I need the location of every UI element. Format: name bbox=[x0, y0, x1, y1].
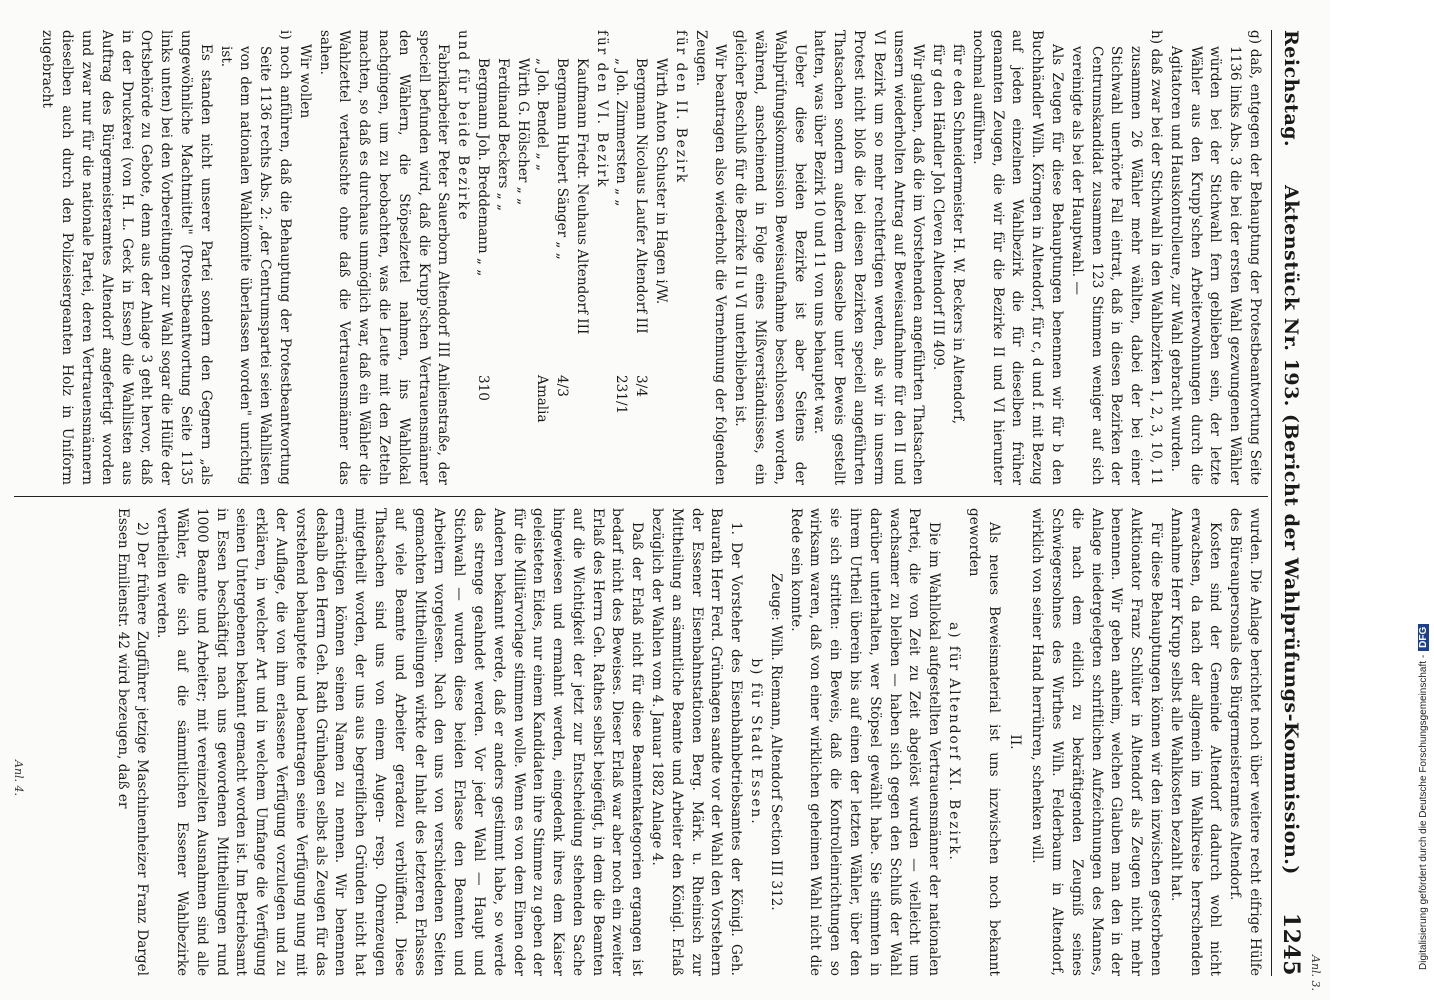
line-fuer-e: für e den Schneidermeister H. W. Beckers in Altendorf, bbox=[950, 44, 967, 425]
heading-beide-bezirke: und für beide Bezirke bbox=[455, 30, 472, 222]
page-header bbox=[1274, 30, 1308, 976]
paragraph-ueber: Ueber diese beiden Bezirke ist aber Seitens der Wahlprüfungskommission Beweisaufnahme beschlossen worden, während, anscheinend in Folge eines Mißverständnisses, ein gleicher Beschluß für die Bezirke II u VI unterblieben ist. bbox=[732, 30, 808, 485]
line-zeuge: Zeuge: Wilh. Riemann, Altendorf Section III 312. bbox=[767, 573, 784, 911]
header-left: Reichstag. bbox=[1280, 30, 1302, 148]
sidebar-credit-text: Digitalisierung gefördert durch die Deutsche Forschungsgemeinschaft - bbox=[1418, 654, 1429, 970]
heading-bezirk-ii: für den II. Bezirk bbox=[672, 30, 689, 185]
paragraph-g: g) daß, entgegen der Behauptung der Protestbeantwortung Seite 1136 links Abs. 3 die bei der ersten Wahl gezwungenen Wähler würden bei der Stichwahl fern geblieben sein, der letzte Wähler aus den Krupp'schen Arbeiterwohnungen durch die Agitatoren und Hauskontrolleure, zur Wahl gebracht wurden. bbox=[1167, 30, 1263, 485]
heading-stadt-essen: b) für Stadt Essen. bbox=[748, 658, 765, 826]
paragraph-kosten: Kosten sind der Gemeinde Altendorf dadurch wohl nicht erwachsen, da nach der allgemein im Wahlkreise herrschenden Annahme Herr Krupp selbst alle Wahlkosten bezahlt hat. bbox=[1167, 508, 1224, 976]
header-title: Aktenstück Nr. 193. (Bericht der Wahlprüfungs-Kommission.) bbox=[1280, 185, 1302, 875]
paragraph-i: i) noch anführen, daß die Behauptung der Protestbeantwortung Seite 1136 rechts Abs. 2: „der Centrumspartei seien Wahllisten von dem nationalen Wahlkomite überlassen worden" unrichtig ist. bbox=[217, 30, 293, 485]
witness-list-vi bbox=[472, 30, 591, 485]
witness-row: Bergmann Joh. Breddemann „ „ 310 bbox=[474, 58, 491, 401]
witness-row: Kaufmann Friedr. Neuhaus Altendorf III bbox=[573, 58, 590, 335]
paragraph-b1-text: Daß der Erlaß nicht für diese Beamtenkategorien ergangen ist bedarf nicht des Beweises. Dieser Erlaß war aber noch ein zweiter Erlaß des Herrn Geh. Rathes selbst beigefügt, in dem die Beamten auf die Wichtigkeit der jetzt zur Entscheidung stehenden Sache hingewiesen und ermahnt werden, eingedenk ihres dem Kaiser geleisteten Eides, nur einem Kandidaten ihre Stimme zu geben der für die Militärvorlage stimmen wolle. Wenn es von dem Einen oder Anderen bekannt werde, daß er anders gestimmt habe, so werde das strenge geahndet werden. Vor jeder Wahl — Haupt und Stichwahl — wurden diese beiden Erlasse den Beamten und Arbeitern vorgelesen. Nach den uns von verschiedenen Seiten gemachten Mittheilungen wirkte der Inhalt des letzteren Erlasses auf viele Beamte und Arbeiter geradezu verblüffend. Diese Thatsachen sind uns von einem Augen- resp. Ohrenzeugen mitgetheilt worden, der uns aus begreiflichen Gründen nicht hat ermächtigen können seinen Namen zu nennen. Wir benennen deshalb den Herrn Geh. Rath Grünhagen selbst als Zeugen für das vorstehend behauptete und beantragen seine Verfügung nung mit der Auflage, die von ihm erlassene Verfügung vorzulegen und zu erklären, in welcher Art und in welchem Umfange die Verfügung seinen Untergebenen bekannt gemacht worden ist. Im Betriebsamt in Essen beschäftigt nach uns gewordenen Mittheilungen rund 1000 Beamte und Arbeiter; mit vereinzelten Ausnahmen sind alle Wähler, die sich auf die sämmtlichen Essener Wahlbezirke vertheilen werden. bbox=[154, 508, 646, 976]
heading-altendorf-xi: a) für Altendorf XI. Bezirk. bbox=[946, 622, 963, 862]
column-divider bbox=[14, 496, 1268, 497]
paragraph-fuer-diese: Für diese Behauptungen können wir den inzwischen gestorbenen Auktionator Franz Schlüter in Altendorf als Zeugen nicht mehr benennen. Wir geben anheim, welchen Glauben man den in der Anlage niedergelegten schriftlichen Aufzeichnungen des Mannes, die nach dem eidlich zu bekräftigenden Zeugniß seines Schwiegersohnes des Wirthes Wilh. Felderbaum in Altendorf, wirklich von seiner Hand herrühren, schenken will. bbox=[1029, 508, 1165, 976]
paragraph-h: h) daß zwar bei der Stichwahl in den Wahlbezirken 1, 2, 3, 10, 11 zusammen 26 Wähler mehr wählten, dabei der bei einer Stichwahl unerhörte Fall eintrat, daß in diesen Bezirken der Centrumskandidat zusammen 123 Stimmen weniger auf sich vereinigte als bei der Hauptwahl. — bbox=[1068, 30, 1165, 485]
line-wollen: Wir wollen bbox=[296, 44, 313, 119]
dfg-logo: DFG bbox=[1418, 624, 1429, 651]
witness-row: „ Joh. Zimmersten „ „ 231/1 bbox=[613, 58, 630, 415]
witness-row: Bergmann Hubert Sänger „ „ 4/3 bbox=[554, 58, 571, 397]
page-number: 1245 bbox=[1278, 912, 1304, 976]
margin-note-anl4: Anl. 4. bbox=[12, 760, 25, 797]
right-column bbox=[14, 508, 1264, 976]
header-rule bbox=[1271, 30, 1272, 976]
witness-row: Wirth Anton Schuster in Hagen i/W. bbox=[653, 58, 670, 305]
paragraph-zeugen: Als Zeugen für diese Behauptungen benennen wir für b den Buchhändler Wilh. Körngen in Altendorf, für c, d und f. mit Bezug auf jeden einzelnen Wahlbezirk die für dieselben früher genannten Zeugen, die wir für die Bezirke II und VI hierunter nochmal aufführen. bbox=[969, 30, 1066, 485]
left-column bbox=[14, 30, 1264, 485]
witness-row: Bergmann Nicolaus Laufer Altendorf III 3/4 bbox=[633, 58, 650, 397]
paragraph-a: Die im Wahllokal aufgestellten Vertrauensmänner der nationalen Partei, die von Zeit zu Zeit abgelöst wurden — vielleicht um wachsamer zu bleiben — haben sich gegen den Schluß der Wahl darüber unterhalten, wer Stöpsel gewählt habe. Sie stimmten in ihrem Urtheil überein bis auf einen der letzten Wähler, über den sie sich stritten: ein Beweis, daß die Kontrolleinrichtungen so wirksam waren, daß von einer wirklichen geheimen Wahl nicht die Rede sein konnte. bbox=[787, 508, 943, 976]
paragraph-neues: Als neues Beweismaterial ist uns inzwischen noch bekannt geworden bbox=[965, 508, 1002, 976]
paragraph-fabrik: Fabrikarbeiter Peter Sauerborn Altendorf III Anlienstraße, der speciell befunden wird, daß die Krupp'schen Vertrauensmänner den Wählern, die Stöpselzettel nahmen, ins Wahllokal nachgingen, um zu beobachten, was die Leute mit den Zetteln machten, so daß es durchaus unmöglich war, daß ein Wähler die Wahlzettel vertauschte ohne daß die Vertrauensmänner das sahen. bbox=[316, 30, 452, 485]
sidebar-credit bbox=[1418, 10, 1432, 990]
paragraph-wurden: wurden. Die Anlage berichtet noch über weitere recht eifrige Hülfe des Büreaupersonals des Bürgermeisteramtes Altendorf. bbox=[1227, 508, 1263, 976]
paragraph-es: Es standen nicht unserer Partei sondern den Gegnern „als ungewöhnliche Machtmittel" (Protestbeantwortung Seite 1135 links unten) bei den Vorbereitungen zur Wahl sogar die Hülfe der Ortsbehörde zu Gebote, denn aus der Anlage 3 geht hervor, daß in der Druckerei (von H. L. Geck in Essen) die Wahllisten aus Auftrag des Bürgermeisteramtes Altendorf angefertigt worden und zwar nur für die nationale Partei, deren Vertrauensmännern dieselben auch durch den Polizeisergeanten Holz in Uniform zugebracht bbox=[39, 30, 214, 485]
margin-note-anl3: Anl. 3. bbox=[1309, 955, 1322, 992]
witness-row: Wirth G. Hölscher „ „ bbox=[514, 58, 531, 206]
section-roman: II. bbox=[1007, 734, 1024, 750]
witness-row: Ferdinand Beckers „ „ bbox=[494, 58, 511, 212]
witness-row: „ Joh. Bendel „ „ Amalia bbox=[534, 58, 551, 423]
witness-list-ii bbox=[611, 30, 670, 485]
paragraph-beantragen: Wir beantragen also wiederholt die Vernehmung der folgenden Zeugen. bbox=[692, 30, 729, 485]
paragraph-glauben: Wir glauben, daß die im Vorstehenden angeführten Thatsachen unsern wiederholten Antrag auf Beweisaufnahme für den II und VI Bezirk um so mehr rechtfertigen werden, als wir in unserm Protest nicht bloß die bei diesen Bezirken speciell angeführten Thatsachen sondern außerdem dasselbe unter Beweis gestellt hatten, was über Bezirk 10 und 11 von uns behauptet war. bbox=[811, 30, 927, 485]
heading-bezirk-vi: für den VI. Bezirk bbox=[593, 30, 610, 189]
paragraph-b2: 2) Der frühere Zugführer jetzige Maschinenheizer Franz Dargel Essen Emilienstr. 42 wird bezeugen, daß er bbox=[114, 508, 151, 976]
paragraph-b1: 1. Der Vorsteher des Eisenbahnbetriebsamtes der Königl. Geh. Baurath Herr Ferd. Grünhagen sandte vor der Wahl den Vorstehern der Essener Eisenbahnstationen Berg. Märk. u. Rheinisch zur Mittheilung an sämmtliche Beamte und Arbeiter den Königl. Erlaß bezüglich der Wahlen vom 4. Januar 1882 Anlage 4. bbox=[649, 508, 745, 976]
line-fuer-g: für g den Händler Joh Cleven Altendorf III 409. bbox=[930, 44, 947, 371]
